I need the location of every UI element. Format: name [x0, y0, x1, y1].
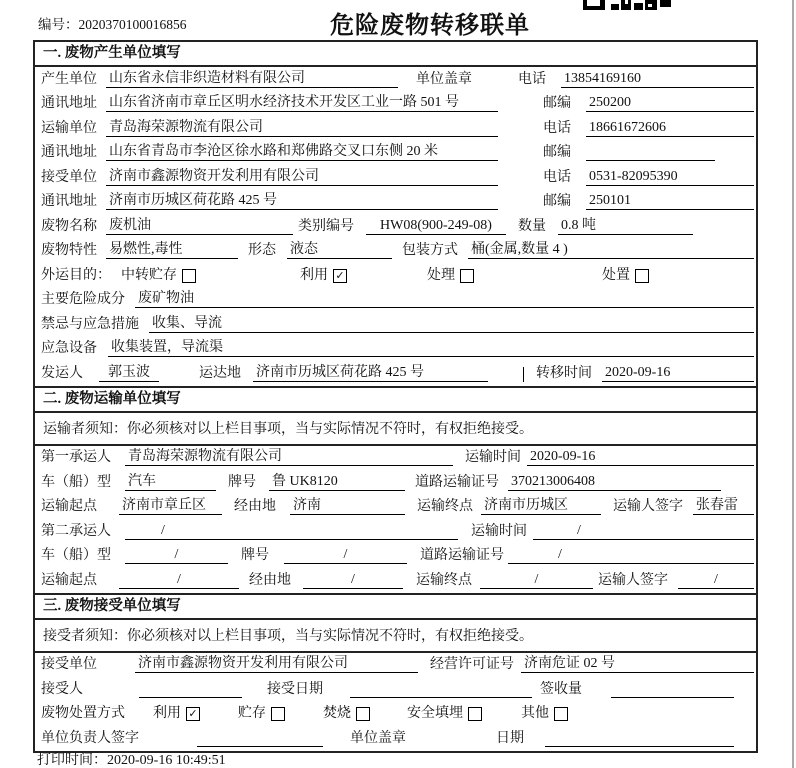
- endpoint-label: 运输终点: [416, 572, 472, 588]
- zip-value: 250200: [586, 95, 754, 112]
- serial-number: [38, 13, 187, 33]
- transfer-storage-label: 中转贮存: [121, 267, 177, 283]
- other-label: 其他: [521, 706, 549, 721]
- use-label: 利用: [153, 706, 181, 721]
- first-carrier-value: 青岛海荣源物流有限公司: [125, 445, 453, 466]
- endpoint-label: 运输终点: [417, 499, 473, 514]
- vehicle-type-label: 车（船）型: [41, 548, 111, 563]
- waste-character-value: 易燃性,毒性: [106, 238, 238, 259]
- form-label: 形态: [248, 243, 276, 258]
- page-title: 危险废物转移联单: [330, 13, 530, 39]
- qr-code-fragment-icon: [583, 0, 673, 10]
- zip-label: 邮编: [543, 145, 571, 160]
- via-label: 经由地: [234, 499, 276, 514]
- unit-seal-label: 单位盖章: [416, 71, 472, 87]
- transporter-unit-label: 运输单位: [41, 120, 97, 136]
- origin-label: 运输起点: [41, 499, 97, 514]
- vehicle-type-value: /: [125, 547, 228, 564]
- phone-label: 电话: [543, 169, 571, 185]
- receive-person-label: 接受人: [41, 681, 83, 697]
- row-receiver: [35, 165, 756, 190]
- waste-name-label: 废物名称: [41, 218, 97, 234]
- zip-value: 250101: [586, 193, 754, 210]
- disposal-method-label: 废物处置方式: [41, 706, 125, 721]
- zip-label: 邮编: [543, 194, 571, 209]
- address-value: 山东省青岛市李沧区徐水路和郑佛路交叉口东侧 20 米: [106, 140, 498, 161]
- transport-time-value: 2020-09-16: [527, 449, 754, 466]
- signed-amount-label: 签收量: [540, 681, 582, 697]
- row-second-carrier: [35, 519, 756, 544]
- store-label: 贮存: [238, 706, 266, 721]
- use-checkbox: ✓: [333, 269, 347, 283]
- page-right-edge: [792, 0, 794, 768]
- row-taboo-measures: [35, 312, 756, 337]
- manifest-form: [33, 40, 758, 753]
- origin-label: 运输起点: [41, 572, 97, 588]
- category-code-label: 类别编号: [298, 218, 354, 234]
- quantity-label: 数量: [518, 218, 546, 234]
- second-carrier-value: /: [125, 523, 458, 540]
- first-carrier-label: 第一承运人: [41, 450, 111, 465]
- print-time-label: 打印时间：: [37, 753, 107, 768]
- packing-value: 桶(金属,数量 4 ): [468, 238, 754, 259]
- transport-time-label: 运输时间: [471, 523, 527, 539]
- carrier-sign-label: 运输人签字: [613, 499, 683, 514]
- carrier-sign-value: 张春雷: [693, 494, 754, 515]
- burn-checkbox: [356, 707, 370, 721]
- quantity-value: 0.8 吨: [558, 214, 693, 235]
- row-producer-address: [35, 92, 756, 117]
- row-hazard-component: [35, 288, 756, 313]
- packing-label: 包装方式: [402, 243, 458, 258]
- receiver-unit-value: 济南市鑫源物资开发利用有限公司: [106, 165, 498, 186]
- row-transporter-address: [35, 141, 756, 166]
- vehicle-type-value: 汽车: [125, 470, 216, 491]
- sender-value: 郭玉波: [99, 361, 159, 382]
- responsible-sign-label: 单位负责人签字: [41, 730, 139, 746]
- print-time: [37, 749, 226, 768]
- row-route-1: [35, 495, 756, 520]
- taboo-measures-label: 禁忌与应急措施: [41, 316, 139, 332]
- row-producer: [35, 67, 756, 92]
- address-value: 济南市历城区荷花路 425 号: [106, 189, 498, 210]
- section3-title: 三. 废物接受单位填写: [35, 595, 756, 620]
- store-checkbox: [271, 707, 285, 721]
- via-value: /: [303, 572, 403, 589]
- date-value: [545, 746, 734, 747]
- road-license-label: 道路运输证号: [420, 548, 504, 563]
- transfer-time-label: 转移时间: [536, 365, 592, 381]
- destination-value: 济南市历城区荷花路 425 号: [253, 361, 488, 382]
- receive-unit-value: 济南市鑫源物资开发利用有限公司: [135, 652, 418, 673]
- hazard-component-value: 废矿物油: [135, 287, 754, 308]
- road-license-value: /: [508, 547, 754, 564]
- origin-value: /: [119, 572, 239, 589]
- section1-title: 一. 废物产生单位填写: [35, 42, 756, 67]
- row-emergency-equipment: [35, 337, 756, 362]
- section-transporter: [35, 386, 756, 593]
- waste-character-label: 废物特性: [41, 243, 97, 258]
- via-value: 济南: [290, 494, 405, 515]
- receive-person-value: [139, 697, 242, 698]
- road-license-value: 370213006408: [508, 474, 721, 491]
- use-checkbox: ✓: [186, 707, 200, 721]
- origin-value: 济南市章丘区: [119, 494, 222, 515]
- category-code-value: HW08(900-249-08): [366, 218, 506, 235]
- address-value: 山东省济南市章丘区明水经济技术开发区工业一路 501 号: [106, 91, 498, 112]
- plate-number-label: 牌号: [228, 474, 256, 490]
- phone-label: 电话: [518, 71, 546, 87]
- zip-label: 邮编: [543, 96, 571, 111]
- dispose-checkbox: [635, 269, 649, 283]
- emergency-equipment-label: 应急设备: [41, 341, 97, 356]
- transfer-time-value: 2020-09-16: [602, 365, 754, 382]
- carrier-sign-label: 运输人签字: [598, 572, 668, 588]
- sender-label: 发运人: [41, 365, 83, 381]
- endpoint-value: /: [480, 572, 593, 589]
- row-vehicle-2: [35, 544, 756, 569]
- row-responsible-sign: [35, 726, 756, 751]
- row-first-carrier: [35, 446, 756, 471]
- treat-label: 处理: [427, 267, 455, 283]
- producer-unit-value: 山东省永信非织造材料有限公司: [106, 67, 398, 88]
- receiver-notice: 接受者须知：你必须核对以上栏目事项，当与实际情况不符时，有权拒绝接受。: [35, 620, 756, 653]
- section2-title: 二. 废物运输单位填写: [35, 388, 756, 413]
- receive-unit-label: 接受单位: [41, 657, 97, 672]
- transporter-unit-value: 青岛海荣源物流有限公司: [106, 116, 498, 137]
- unit-seal-label: 单位盖章: [350, 730, 406, 746]
- via-label: 经由地: [249, 572, 291, 588]
- vehicle-type-label: 车（船）型: [41, 474, 111, 490]
- address-label: 通讯地址: [41, 194, 97, 209]
- permit-number-value: 济南危证 02 号: [521, 652, 754, 673]
- landfill-label: 安全填埋: [407, 706, 463, 721]
- use-label: 利用: [300, 267, 328, 283]
- receiver-unit-label: 接受单位: [41, 169, 97, 185]
- plate-number-label: 牌号: [241, 548, 269, 563]
- dispose-label: 处置: [602, 267, 630, 283]
- burn-label: 焚烧: [323, 706, 351, 721]
- print-time-value: 2020-09-16 10:49:51: [107, 753, 226, 768]
- purpose-label: 外运目的：: [41, 267, 111, 283]
- row-sender: [35, 361, 756, 386]
- waste-name-value: 废机油: [106, 214, 293, 235]
- phone-label: 电话: [543, 120, 571, 136]
- carrier-sign-value: /: [678, 572, 754, 589]
- transport-time-label: 运输时间: [465, 450, 521, 465]
- plate-number-value: 鲁 UK8120: [269, 470, 405, 491]
- section-producer: [35, 42, 756, 386]
- address-label: 通讯地址: [41, 96, 97, 111]
- row-transporter: [35, 116, 756, 141]
- address-label: 通讯地址: [41, 145, 97, 160]
- taboo-measures-value: 收集、导流: [149, 312, 754, 333]
- transport-time-value: /: [533, 523, 754, 540]
- row-route-2: [35, 568, 756, 593]
- road-license-label: 道路运输证号: [415, 474, 499, 490]
- transfer-storage-checkbox: [182, 269, 196, 283]
- transporter-notice: 运输者须知：你必须核对以上栏目事项，当与实际情况不符时，有权拒绝接受。: [35, 413, 756, 446]
- landfill-checkbox: [468, 707, 482, 721]
- destination-label: 运达地: [199, 365, 241, 381]
- hazard-component-label: 主要危险成分: [41, 292, 125, 307]
- form-value: 液态: [287, 238, 392, 259]
- date-label: 日期: [496, 730, 524, 746]
- serial-value: 2020370100016856: [78, 17, 187, 32]
- row-purpose: [35, 263, 756, 288]
- second-carrier-label: 第二承运人: [41, 523, 111, 539]
- zip-value: [586, 160, 715, 161]
- emergency-equipment-value: 收集装置，导流渠: [108, 336, 754, 357]
- receive-date-label: 接受日期: [267, 681, 323, 697]
- row-waste-name: [35, 214, 756, 239]
- row-disposal-method: [35, 702, 756, 727]
- other-checkbox: [554, 707, 568, 721]
- row-receive-person: [35, 677, 756, 702]
- signed-amount-value: [611, 697, 734, 698]
- plate-number-value: /: [284, 547, 407, 564]
- phone-value: 0531-82095390: [586, 169, 754, 186]
- receive-date-value: [350, 697, 532, 698]
- phone-value: 13854169160: [561, 71, 754, 88]
- serial-label: 编号：: [38, 17, 79, 32]
- row-receive-unit: [35, 653, 756, 678]
- divider-tick: [523, 367, 524, 382]
- row-vehicle-1: [35, 470, 756, 495]
- producer-unit-label: 产生单位: [41, 71, 97, 87]
- endpoint-value: 济南市历城区: [481, 494, 601, 515]
- permit-number-label: 经营许可证号: [430, 657, 514, 672]
- responsible-sign-value: [197, 746, 323, 747]
- row-receiver-address: [35, 190, 756, 215]
- phone-value: 18661672606: [586, 120, 754, 137]
- section-receiver: [35, 593, 756, 751]
- treat-checkbox: [460, 269, 474, 283]
- row-waste-character: [35, 239, 756, 264]
